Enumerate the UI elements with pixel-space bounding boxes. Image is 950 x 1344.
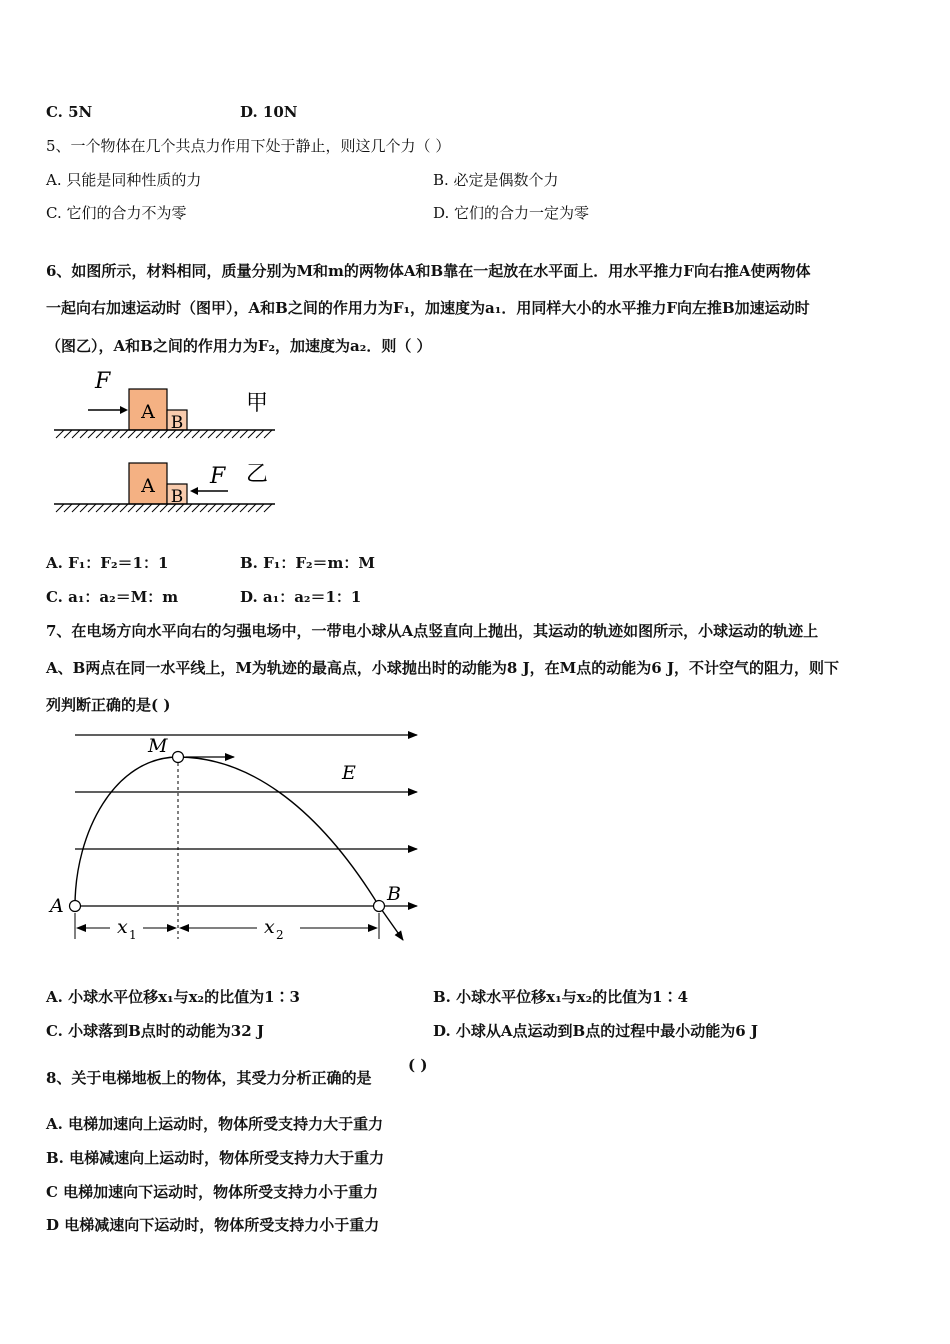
q6-option-a: A. F₁：F₂＝1：1 <box>46 554 169 572</box>
q8-stem: 8、关于电梯地板上的物体，其受力分析正确的是 <box>46 1069 372 1087</box>
label-x1: x <box>117 916 128 938</box>
label-jia: 甲 <box>246 391 269 416</box>
q5-option-b: B. 必定是偶数个力 <box>433 171 559 189</box>
figure-yi <box>54 462 275 512</box>
q5-option-a: A. 只能是同种性质的力 <box>46 171 202 189</box>
ground-hatch <box>56 430 272 438</box>
q5-option-d: D. 它们的合力一定为零 <box>433 204 590 222</box>
point-a <box>70 901 81 912</box>
q4-option-c: C. 5N <box>46 103 93 121</box>
q7-stem-line3: 列判断正确的是( ) <box>46 696 171 714</box>
q7-option-d: D. 小球从A点运动到B点的过程中最小动能为6 J <box>433 1022 758 1040</box>
label-x2: x <box>264 916 275 938</box>
q7-figure <box>45 722 430 947</box>
q8-answer-paren: ( ) <box>408 1056 428 1074</box>
block-b-label: B <box>170 413 184 433</box>
label-m: M <box>148 735 168 757</box>
label-yi: 乙 <box>246 462 269 487</box>
q7-stem-line1: 7、在电场方向水平向右的匀强电场中，一带电小球从A点竖直向上抛出，其运动的轨迹如图所示，小球运动的轨迹上 <box>46 622 819 640</box>
ground-hatch <box>56 504 272 512</box>
arrowhead-icon <box>190 487 198 495</box>
q8-option-d: D 电梯减速向下运动时，物体所受支持力小于重力 <box>46 1216 380 1234</box>
figure-jia <box>54 369 275 438</box>
q7-option-b: B. 小球水平位移x₁与x₂的比值为1∶4 <box>433 988 689 1006</box>
block-b-label: B <box>170 487 184 507</box>
q5-stem: 5、一个物体在几个共点力作用下处于静止，则这几个力（ ） <box>46 137 451 155</box>
force-label-jia: F <box>95 369 111 394</box>
label-e: E <box>342 762 356 784</box>
q6-stem-line3: （图乙），A和B之间的作用力为F₂，加速度为a₂．则（ ） <box>46 337 432 355</box>
label-b: B <box>387 883 401 905</box>
q6-option-d: D. a₁：a₂＝1：1 <box>240 588 362 606</box>
arrowhead-icon <box>120 406 128 414</box>
block-a-label: A <box>141 475 155 497</box>
q6-option-b: B. F₁：F₂＝m：M <box>240 554 376 572</box>
q4-option-d: D. 10N <box>240 103 298 121</box>
label-a: A <box>50 895 64 917</box>
force-label-yi: F <box>210 464 226 489</box>
q8-option-b: B. 电梯减速向上运动时，物体所受支持力大于重力 <box>46 1149 385 1167</box>
q8-option-a: A. 电梯加速向上运动时，物体所受支持力大于重力 <box>46 1115 384 1133</box>
q6-stem-line2: 一起向右加速运动时（图甲），A和B之间的作用力为F₁，加速度为a₁．用同样大小的水平推力F向左推B加速运动时 <box>46 299 810 317</box>
q8-option-c: C 电梯加速向下运动时，物体所受支持力小于重力 <box>46 1183 379 1201</box>
q5-option-c: C. 它们的合力不为零 <box>46 204 187 222</box>
q6-figure <box>50 365 290 525</box>
q7-stem-line2: A、B两点在同一水平线上，M为轨迹的最高点，小球抛出时的动能为8 J，在M点的动能为6 J，不计空气的阻力，则下 <box>46 659 840 677</box>
block-a-label: A <box>141 401 155 423</box>
label-x2-subscript: 2 <box>276 928 284 942</box>
q6-option-c: C. a₁：a₂＝M：m <box>46 588 179 606</box>
label-x1-subscript: 1 <box>129 928 137 942</box>
point-b <box>374 901 385 912</box>
q7-option-a: A. 小球水平位移x₁与x₂的比值为1∶3 <box>46 988 300 1006</box>
q7-option-c: C. 小球落到B点时的动能为32 J <box>46 1022 264 1040</box>
point-m <box>173 752 184 763</box>
q6-stem-line1: 6、如图所示，材料相同，质量分别为M和m的两物体A和B靠在一起放在水平面上．用水平推力F向右推A使两物体 <box>46 262 811 280</box>
